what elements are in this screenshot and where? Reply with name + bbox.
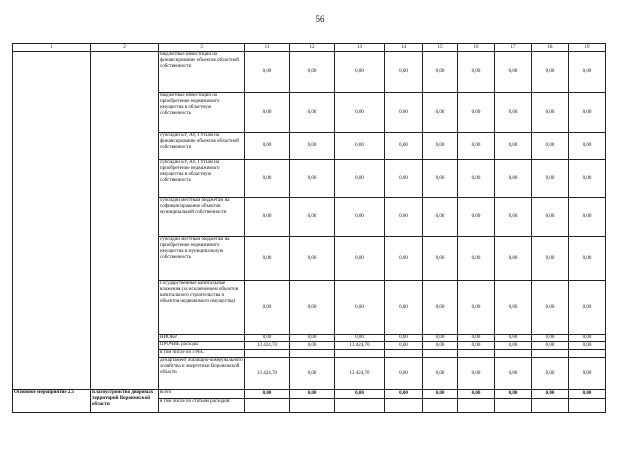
value-cell: 0,00: [385, 93, 423, 133]
column-header: 19: [569, 44, 606, 52]
value-cell: 0,00: [335, 237, 385, 281]
row-label: бюджетные инвестиции на финансирование объектов областной собственности: [159, 52, 245, 93]
value-cell: 0,00: [423, 390, 458, 399]
row-label: НИОКР: [159, 335, 245, 342]
value-cell: 0,00: [423, 342, 458, 350]
value-cell: 0,00: [569, 133, 606, 160]
value-cell: 0,00: [385, 335, 423, 342]
value-cell: 0,00: [458, 342, 495, 350]
row-label: Государственные капитальные вложения (за исключением объектов капитального строительства и объектов недвижимого имущества): [159, 281, 245, 335]
column-header: 11: [245, 44, 290, 52]
value-cell: 0,00: [458, 198, 495, 237]
value-cell: 0,00: [385, 160, 423, 198]
value-cell: 0,00: [532, 198, 569, 237]
value-cell: 0,00: [290, 342, 335, 350]
value-cell: 0,00: [495, 93, 532, 133]
value-cell: 0,00: [423, 237, 458, 281]
row-label: субсидии БУ, АУ, ГУПам на приобретение недвижимого имущества в областную собственность: [159, 160, 245, 198]
value-cell: 0,00: [245, 52, 290, 93]
value-cell: 0,00: [245, 237, 290, 281]
value-cell: 0,00: [385, 52, 423, 93]
value-cell: [290, 350, 335, 358]
value-cell: [569, 350, 606, 358]
value-cell: 0,00: [335, 160, 385, 198]
value-cell: [423, 399, 458, 413]
value-cell: 0,00: [335, 93, 385, 133]
value-cell: 0,00: [245, 335, 290, 342]
value-cell: 0,00: [335, 335, 385, 342]
value-cell: 0,00: [569, 390, 606, 399]
value-cell: 0,00: [569, 93, 606, 133]
column-header: 18: [532, 44, 569, 52]
value-cell: 0,00: [423, 52, 458, 93]
value-cell: 0,00: [532, 133, 569, 160]
value-cell: 0,00: [458, 93, 495, 133]
value-cell: 0,00: [458, 358, 495, 390]
value-cell: 0,00: [335, 390, 385, 399]
value-cell: 0,00: [423, 198, 458, 237]
value-cell: [245, 399, 290, 413]
value-cell: [458, 350, 495, 358]
page-number: 56: [315, 14, 325, 24]
row-label: ПРОЧИЕ расходы: [159, 342, 245, 350]
value-cell: [532, 350, 569, 358]
value-cell: 0,00: [458, 390, 495, 399]
value-cell: 0,00: [495, 198, 532, 237]
value-cell: 0,00: [495, 52, 532, 93]
value-cell: 0,00: [532, 342, 569, 350]
value-cell: [385, 399, 423, 413]
event-name-cell: Основное мероприятие 2.5: [13, 390, 91, 413]
value-cell: 0,00: [495, 237, 532, 281]
column-header: 12: [290, 44, 335, 52]
value-cell: 13 424,70: [245, 342, 290, 350]
value-cell: 0,00: [532, 52, 569, 93]
value-cell: 0,00: [245, 93, 290, 133]
value-cell: 0,00: [385, 390, 423, 399]
value-cell: 0,00: [385, 237, 423, 281]
row-label: субсидии местным бюджетам на софинансирование объектов муниципальной собственности: [159, 198, 245, 237]
value-cell: 0,00: [423, 93, 458, 133]
value-cell: 0,00: [290, 160, 335, 198]
value-cell: 0,00: [245, 160, 290, 198]
value-cell: 0,00: [290, 198, 335, 237]
value-cell: 0,00: [458, 52, 495, 93]
column-header: 14: [385, 44, 423, 52]
value-cell: 0,00: [335, 281, 385, 335]
value-cell: 0,00: [458, 281, 495, 335]
row-label: в том числе по статьям расходов:: [159, 399, 245, 413]
value-cell: 0,00: [290, 133, 335, 160]
column-header: 15: [423, 44, 458, 52]
value-cell: 0,00: [532, 335, 569, 342]
value-cell: 0,00: [569, 198, 606, 237]
table-row: [13, 52, 606, 93]
value-cell: [495, 350, 532, 358]
value-cell: 0,00: [532, 281, 569, 335]
value-cell: 0,00: [458, 160, 495, 198]
table-row: [13, 390, 606, 399]
value-cell: 0,00: [569, 52, 606, 93]
column-header: 2: [91, 44, 159, 52]
value-cell: 0,00: [423, 335, 458, 342]
column-header: 16: [458, 44, 495, 52]
value-cell: 0,00: [335, 198, 385, 237]
row-label: в том числе по ГРБС: [159, 350, 245, 358]
value-cell: 0,00: [495, 358, 532, 390]
row-label: всего: [159, 390, 245, 399]
value-cell: 13 424,70: [335, 358, 385, 390]
row-label: субсидии местным бюджетам на приобретение недвижимого имущества в муниципальную собственность: [159, 237, 245, 281]
value-cell: 0,00: [569, 160, 606, 198]
event-name-cell: [13, 52, 91, 390]
value-cell: 0,00: [458, 335, 495, 342]
value-cell: 0,00: [423, 160, 458, 198]
value-cell: 0,00: [290, 237, 335, 281]
value-cell: 0,00: [532, 390, 569, 399]
value-cell: 0,00: [423, 281, 458, 335]
value-cell: 0,00: [495, 281, 532, 335]
value-cell: [495, 399, 532, 413]
value-cell: 0,00: [290, 52, 335, 93]
event-title-cell: [91, 52, 159, 390]
value-cell: 0,00: [532, 93, 569, 133]
value-cell: [569, 399, 606, 413]
value-cell: 0,00: [569, 237, 606, 281]
value-cell: 13 424,70: [245, 358, 290, 390]
value-cell: [423, 350, 458, 358]
value-cell: 0,00: [569, 281, 606, 335]
value-cell: 0,00: [569, 358, 606, 390]
row-label: субсидии БУ, АУ, ГУПам на финансирование объектов областной собственности: [159, 133, 245, 160]
table-header-row: [13, 44, 606, 52]
value-cell: 0,00: [245, 133, 290, 160]
value-cell: 0,00: [532, 237, 569, 281]
value-cell: [335, 350, 385, 358]
value-cell: [532, 399, 569, 413]
row-label: департамент жилищно-коммунального хозяйства и энергетики Воронежской области: [159, 358, 245, 390]
value-cell: 0,00: [495, 160, 532, 198]
budget-table: [12, 43, 606, 413]
value-cell: 0,00: [290, 390, 335, 399]
value-cell: 0,00: [458, 237, 495, 281]
value-cell: 0,00: [495, 390, 532, 399]
value-cell: 0,00: [290, 281, 335, 335]
value-cell: 0,00: [385, 358, 423, 390]
value-cell: 0,00: [495, 133, 532, 160]
row-label: бюджетные инвестиции на приобретение недвижимого имущества в областную собственность: [159, 93, 245, 133]
value-cell: 0,00: [458, 133, 495, 160]
column-header: 1: [13, 44, 91, 52]
value-cell: 0,00: [335, 133, 385, 160]
value-cell: [290, 399, 335, 413]
value-cell: 13 424,70: [335, 342, 385, 350]
value-cell: 0,00: [495, 342, 532, 350]
value-cell: 0,00: [245, 198, 290, 237]
value-cell: [458, 399, 495, 413]
value-cell: 0,00: [385, 198, 423, 237]
value-cell: 0,00: [290, 93, 335, 133]
value-cell: 0,00: [385, 133, 423, 160]
column-header: 17: [495, 44, 532, 52]
value-cell: 0,00: [569, 335, 606, 342]
value-cell: 0,00: [290, 335, 335, 342]
value-cell: 0,00: [335, 52, 385, 93]
value-cell: [245, 350, 290, 358]
value-cell: 0,00: [290, 358, 335, 390]
value-cell: [335, 399, 385, 413]
value-cell: 0,00: [532, 358, 569, 390]
event-title-cell: Благоустройство дворовых территорий Воронежской области: [91, 390, 159, 413]
value-cell: 0,00: [245, 390, 290, 399]
value-cell: 0,00: [569, 342, 606, 350]
value-cell: [385, 350, 423, 358]
value-cell: 0,00: [423, 133, 458, 160]
value-cell: 0,00: [385, 342, 423, 350]
column-header: 13: [335, 44, 385, 52]
value-cell: 0,00: [532, 160, 569, 198]
value-cell: 0,00: [423, 358, 458, 390]
value-cell: 0,00: [245, 281, 290, 335]
value-cell: 0,00: [385, 281, 423, 335]
value-cell: 0,00: [495, 335, 532, 342]
column-header: 3: [159, 44, 245, 52]
